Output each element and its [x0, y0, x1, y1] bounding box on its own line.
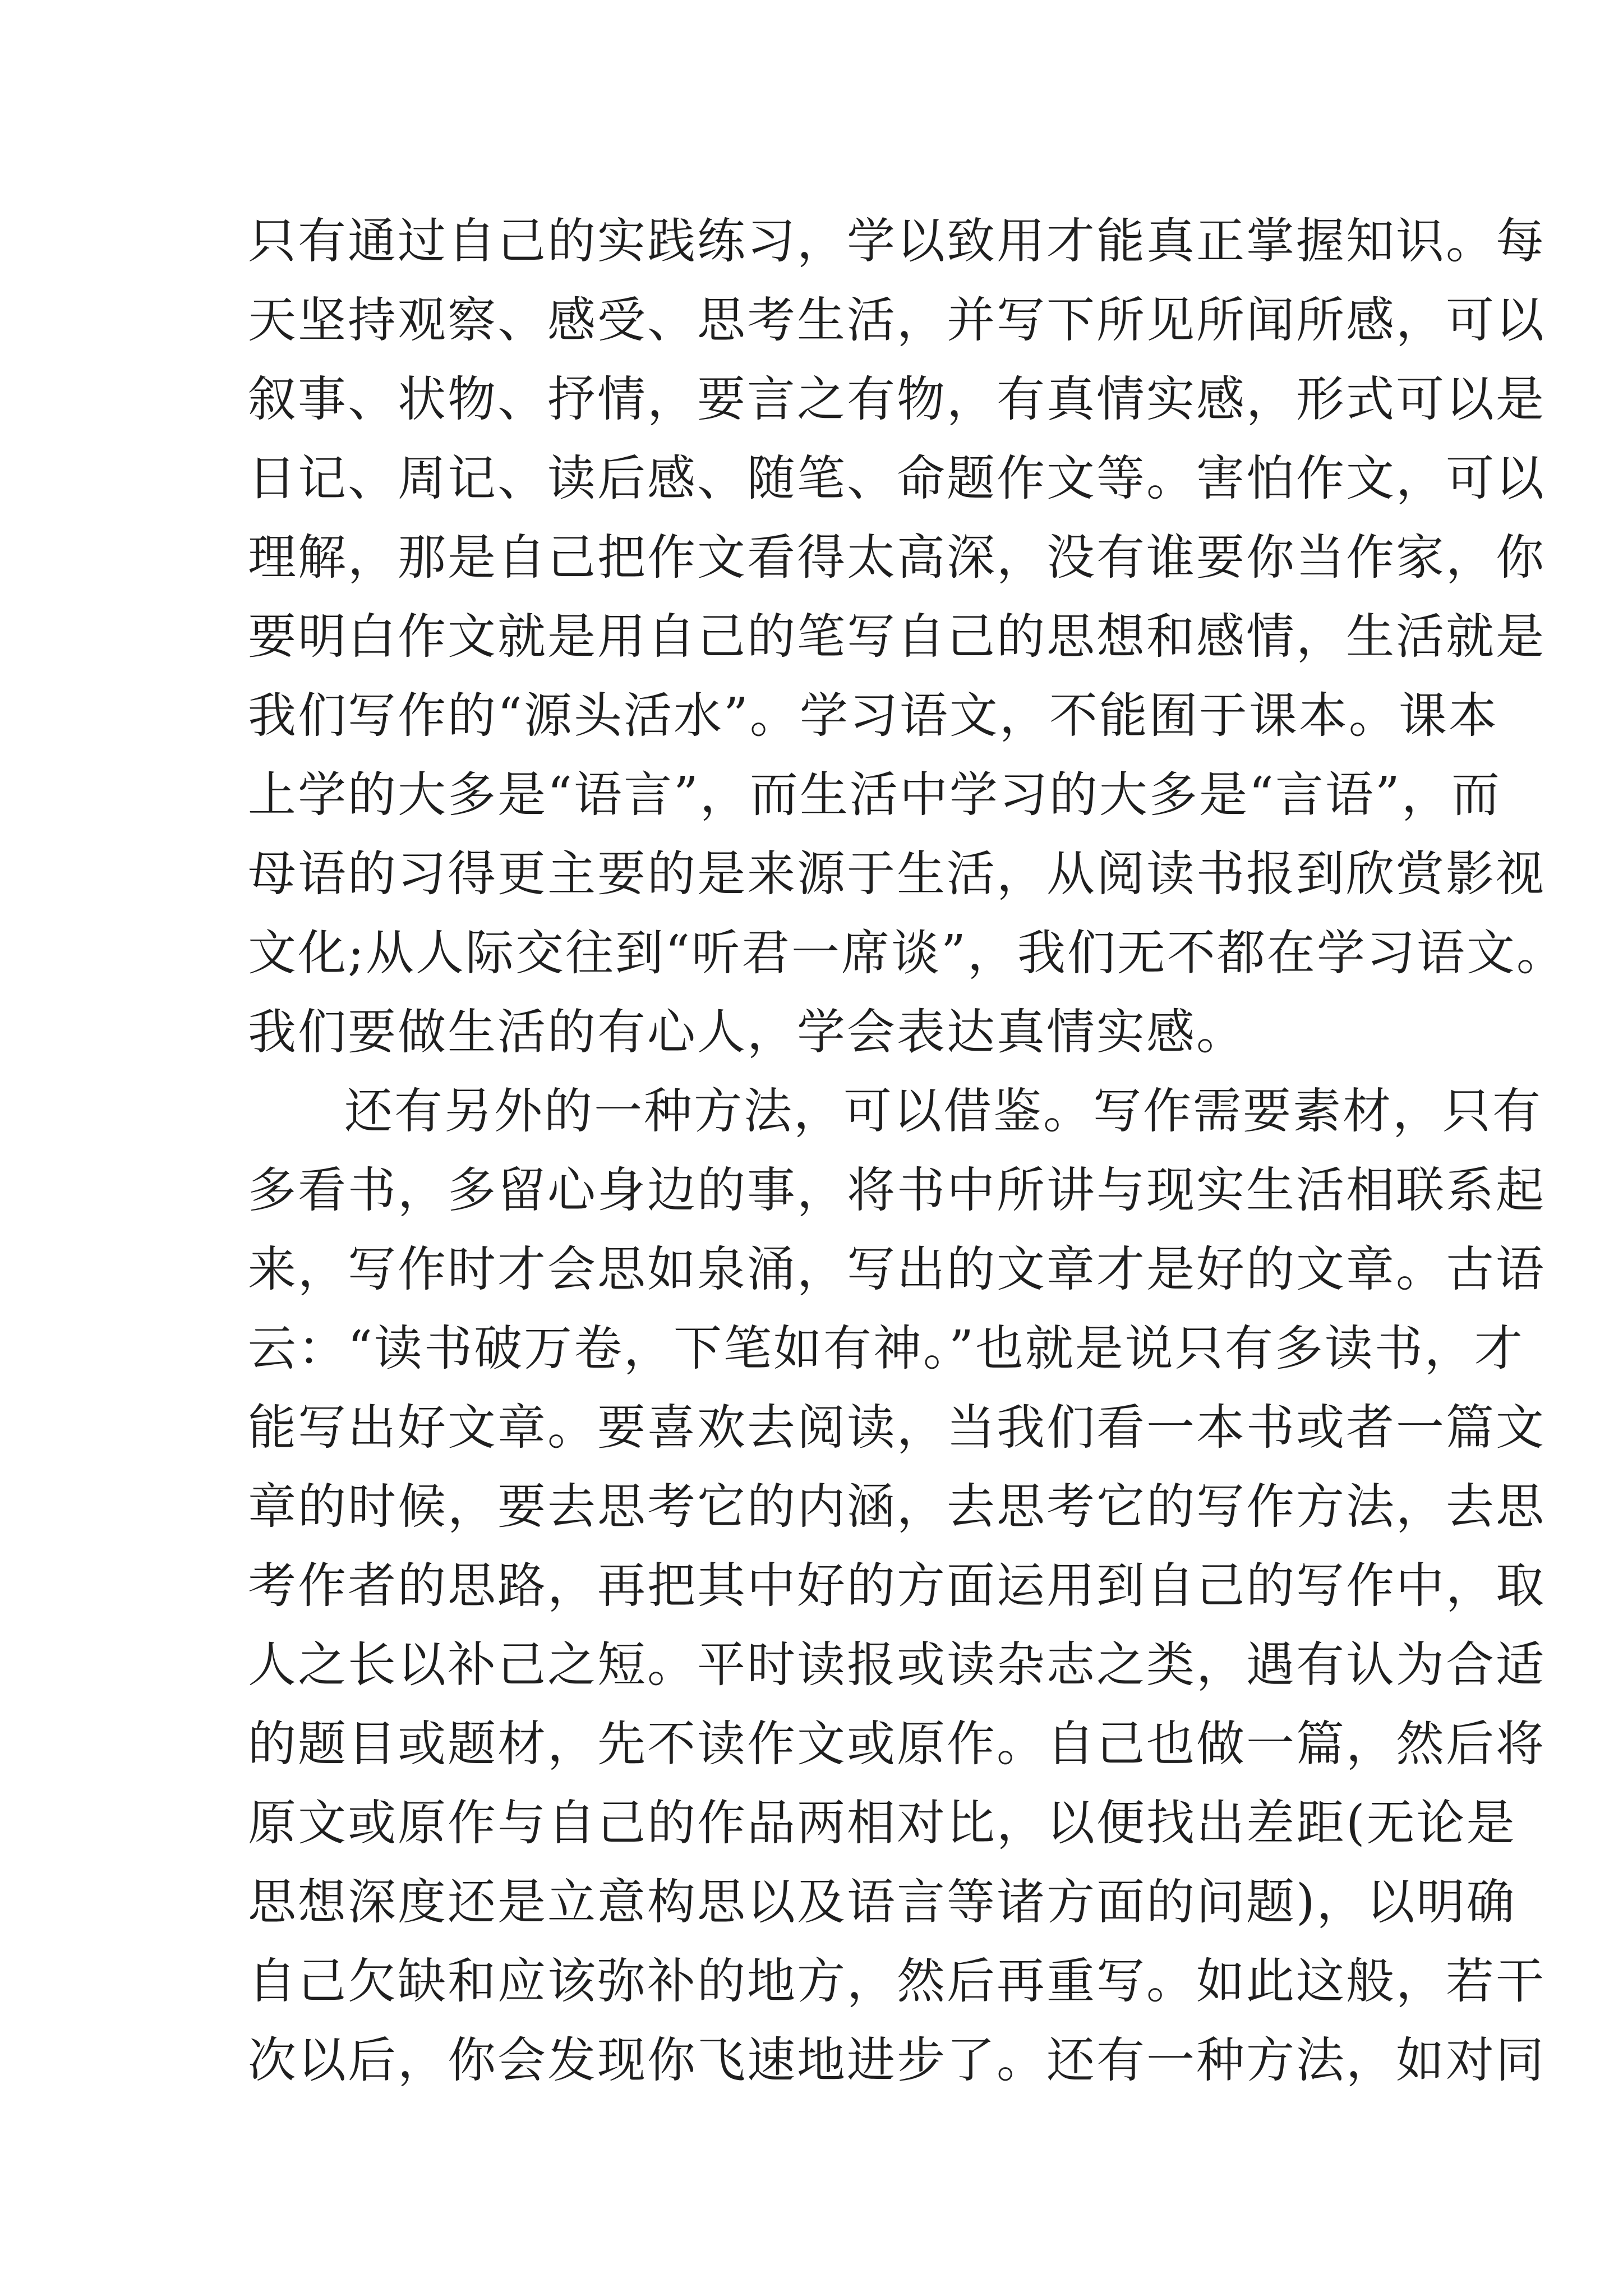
text-line: 日记、周记、读后感、随笔、命题作文等。害怕作文，可以 [248, 450, 1546, 507]
text-line: 考作者的思路，再把其中好的方面运用到自己的写作中，取 [248, 1558, 1546, 1614]
text-line: 上学的大多是“语言”，而生活中学习的大多是“言语”，而 [248, 767, 1501, 823]
document-body [248, 202, 1566, 2100]
text-line: 云：“读书破万卷，下笔如有神。”也就是说只有多读书，才 [248, 1320, 1524, 1377]
text-line: 自己欠缺和应该弥补的地方，然后再重写。如此这般，若干 [248, 1953, 1546, 2009]
text-line: 天坚持观察、感受、思考生活，并写下所见所闻所感，可以 [248, 292, 1546, 348]
text-line: 来，写作时才会思如泉涌，写出的文章才是好的文章。古语 [248, 1241, 1546, 1297]
text-line: 叙事、状物、抒情，要言之有物，有真情实感，形式可以是 [248, 371, 1546, 427]
text-line: 章的时候，要去思考它的内涵，去思考它的写作方法，去思 [248, 1479, 1546, 1535]
text-line: 母语的习得更主要的是来源于生活，从阅读书报到欣赏影视 [248, 846, 1546, 902]
text-line: 能写出好文章。要喜欢去阅读，当我们看一本书或者一篇文 [248, 1400, 1546, 1456]
text-line: 只有通过自己的实践练习，学以致用才能真正掌握知识。每 [248, 213, 1546, 269]
text-line: 要明白作文就是用自己的笔写自己的思想和感情，生活就是 [248, 609, 1546, 665]
text-line: 文化;从人际交往到“听君一席谈”，我们无不都在学习语文。 [248, 925, 1566, 981]
text-line: 思想深度还是立意构思以及语言等诸方面的问题)，以明确 [248, 1874, 1516, 1930]
text-line: 的题目或题材，先不读作文或原作。自己也做一篇，然后将 [248, 1716, 1546, 1772]
text-line: 原文或原作与自己的作品两相对比，以便找出差距(无论是 [248, 1795, 1516, 1851]
text-line: 次以后，你会发现你飞速地进步了。还有一种方法，如对同 [248, 2032, 1546, 2088]
paragraph-end-line: 我们要做生活的有心人，学会表达真情实感。 [248, 1004, 1246, 1060]
text-line: 理解，那是自己把作文看得太高深，没有谁要你当作家，你 [248, 530, 1546, 586]
paragraph-start-line: 还有另外的一种方法，可以借鉴。写作需要素材，只有 [344, 1083, 1542, 1139]
text-line: 多看书，多留心身边的事，将书中所讲与现实生活相联系起 [248, 1162, 1546, 1218]
text-line: 我们写作的“源头活水”。学习语文，不能囿于课本。课本 [248, 688, 1498, 744]
text-line: 人之长以补己之短。平时读报或读杂志之类，遇有认为合适 [248, 1637, 1546, 1693]
